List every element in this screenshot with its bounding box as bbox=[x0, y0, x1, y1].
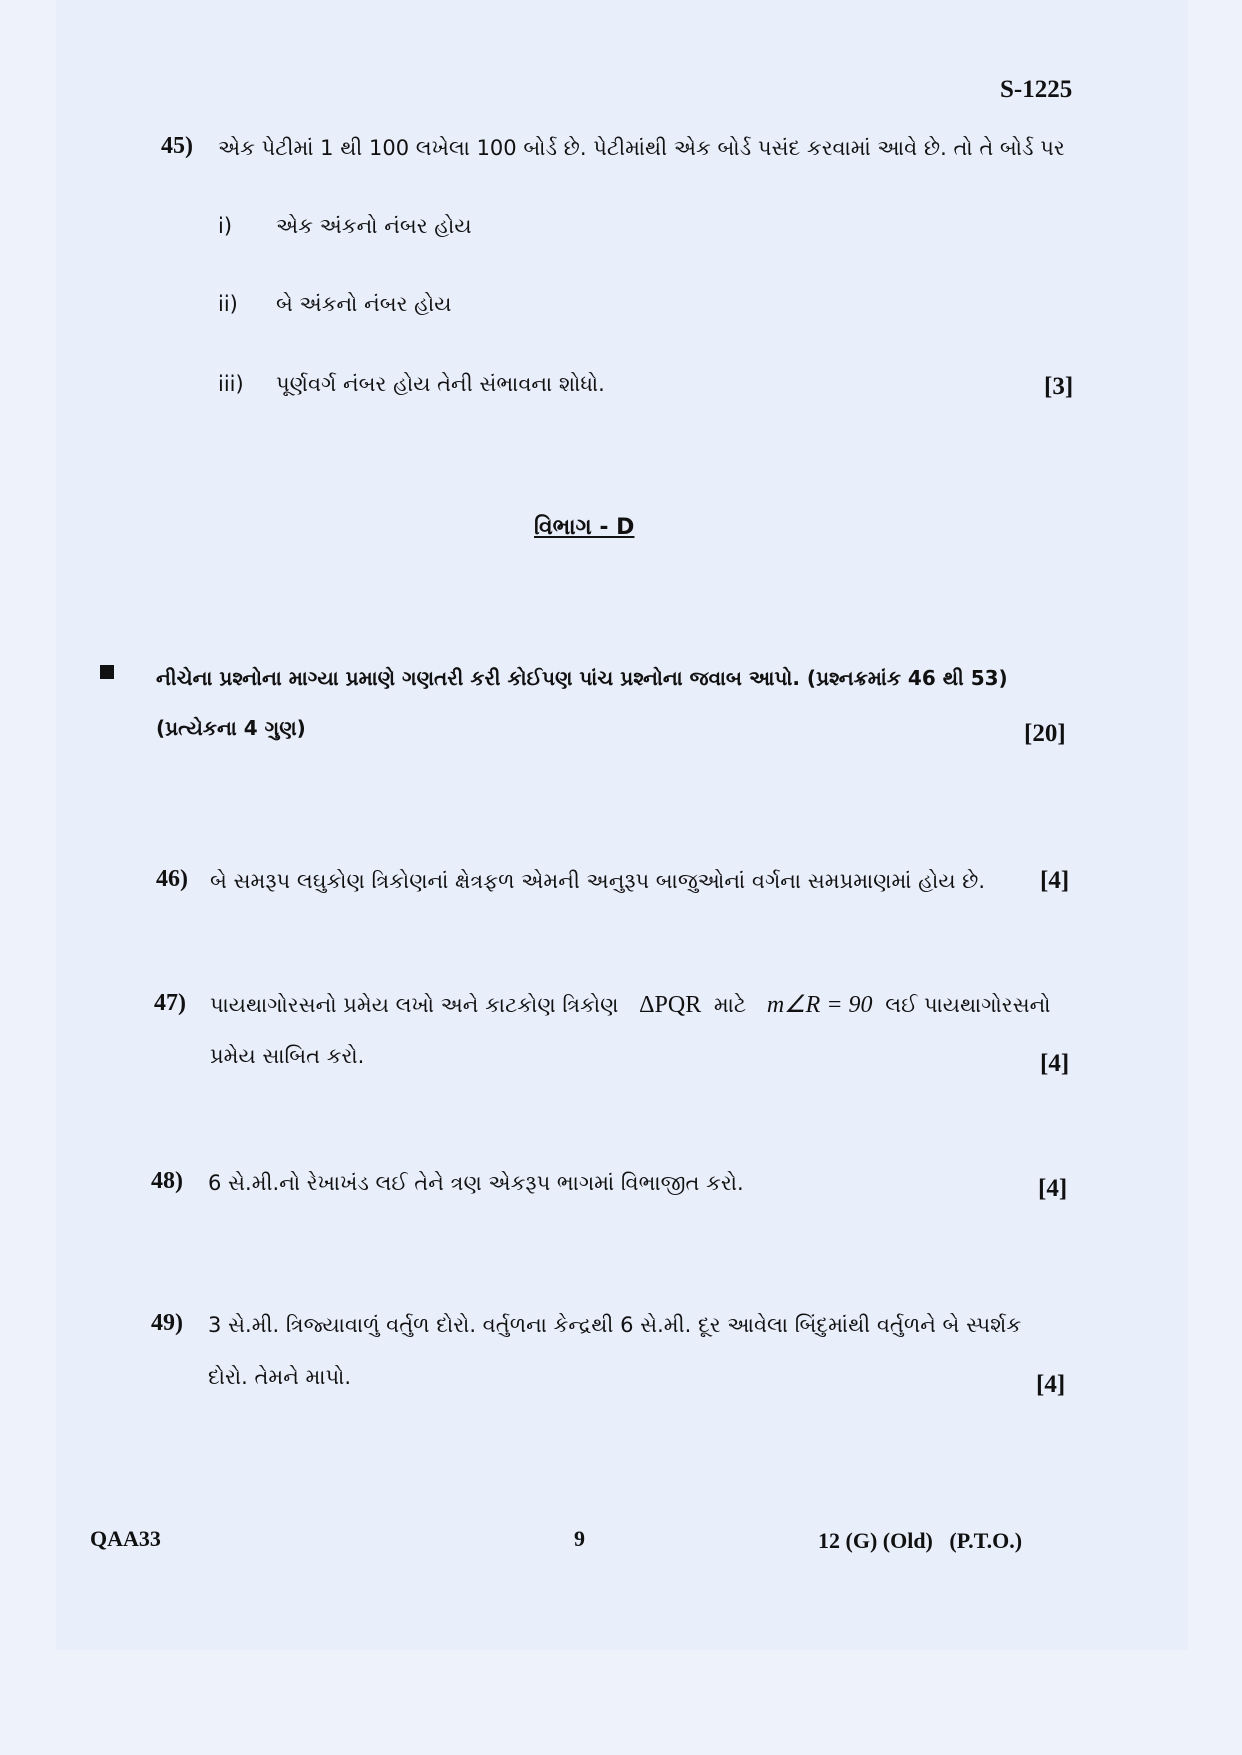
exam-page bbox=[56, 0, 1188, 1650]
question-45-part-text: બે અંકનો નંબર હોય bbox=[276, 292, 452, 316]
question-45-part-text: પૂર્ણવર્ગ નંબર હોય તેની સંભાવના શોધો. bbox=[276, 372, 605, 396]
question-49-number: 49) bbox=[151, 1310, 183, 1336]
question-46-number: 46) bbox=[156, 866, 188, 892]
question-45-part-label: i) bbox=[218, 214, 233, 238]
question-47-text-c: લઈ પાયથાગોરસનો bbox=[885, 993, 1051, 1017]
question-45-part-label: ii) bbox=[218, 292, 238, 316]
question-49-text: 3 સે.મી. ત્રિજ્યાવાળું વર્તુળ દોરો. વર્તુળના કેન્દ્રથી 6 સે.મી. દૂર આવેલા બિંદુમાંથી વર્તુળને બે સ્પર્શક bbox=[208, 1313, 1022, 1337]
question-47-number: 47) bbox=[154, 990, 186, 1016]
question-47-text-a: પાયથાગોરસનો પ્રમેય લખો અને કાટકોણ ત્રિકોણ bbox=[210, 993, 619, 1017]
question-47-text bbox=[210, 990, 1051, 1020]
question-46-marks: [4] bbox=[1040, 867, 1070, 894]
page-number: 9 bbox=[574, 1526, 585, 1551]
question-47-marks: [4] bbox=[1040, 1050, 1070, 1077]
footer-paper-info: 12 (G) (Old) (P.T.O.) bbox=[818, 1528, 1023, 1553]
question-46-text: બે સમરૂપ લઘુકોણ ત્રિકોણનાં ક્ષેત્રફળ એમની અનુરૂપ બાજુઓનાં વર્ગના સમપ્રમાણમાં હોય છે. bbox=[210, 869, 986, 893]
bullet-icon bbox=[100, 665, 114, 679]
section-marks: [20] bbox=[1024, 720, 1066, 747]
footer-code: QAA33 bbox=[90, 1526, 161, 1551]
section-heading: વિભાગ - D bbox=[534, 515, 635, 540]
question-47-text-line2: પ્રમેય સાબિત કરો. bbox=[210, 1044, 365, 1068]
question-47-text-b: માટે bbox=[713, 993, 747, 1017]
question-49-text-line2: દોરો. તેમને માપો. bbox=[208, 1365, 352, 1389]
question-45-part-text: એક અંકનો નંબર હોય bbox=[276, 214, 472, 238]
section-instruction: નીચેના પ્રશ્નોના માગ્યા પ્રમાણે ગણતરી કરી કોઈપણ પાંચ પ્રશ્નોના જવાબ આપો. (પ્રશ્નક્રમાંક 46 થી 53) bbox=[156, 666, 1008, 690]
angle-expression: m∠R = 90 bbox=[766, 992, 873, 1018]
paper-code: S-1225 bbox=[1000, 76, 1073, 103]
triangle-label: ΔPQR bbox=[639, 992, 702, 1018]
question-45-marks: [3] bbox=[1044, 373, 1074, 400]
question-45-text: એક પેટીમાં 1 થી 100 લખેલા 100 બોર્ડ છે. પેટીમાંથી એક બોર્ડ પસંદ કરવામાં આવે છે. તો તે બોર્ડ પર bbox=[218, 136, 1065, 160]
question-48-number: 48) bbox=[151, 1168, 183, 1194]
question-49-marks: [4] bbox=[1036, 1371, 1066, 1398]
question-45-part-label: iii) bbox=[218, 372, 244, 396]
question-48-text: 6 સે.મી.નો રેખાખંડ લઈ તેને ત્રણ એકરૂપ ભાગમાં વિભાજીત કરો. bbox=[208, 1171, 744, 1195]
question-45-number: 45) bbox=[161, 133, 193, 159]
question-48-marks: [4] bbox=[1038, 1175, 1068, 1202]
section-instruction-marks-note: (પ્રત્યેકના 4 ગુણ) bbox=[156, 716, 306, 740]
